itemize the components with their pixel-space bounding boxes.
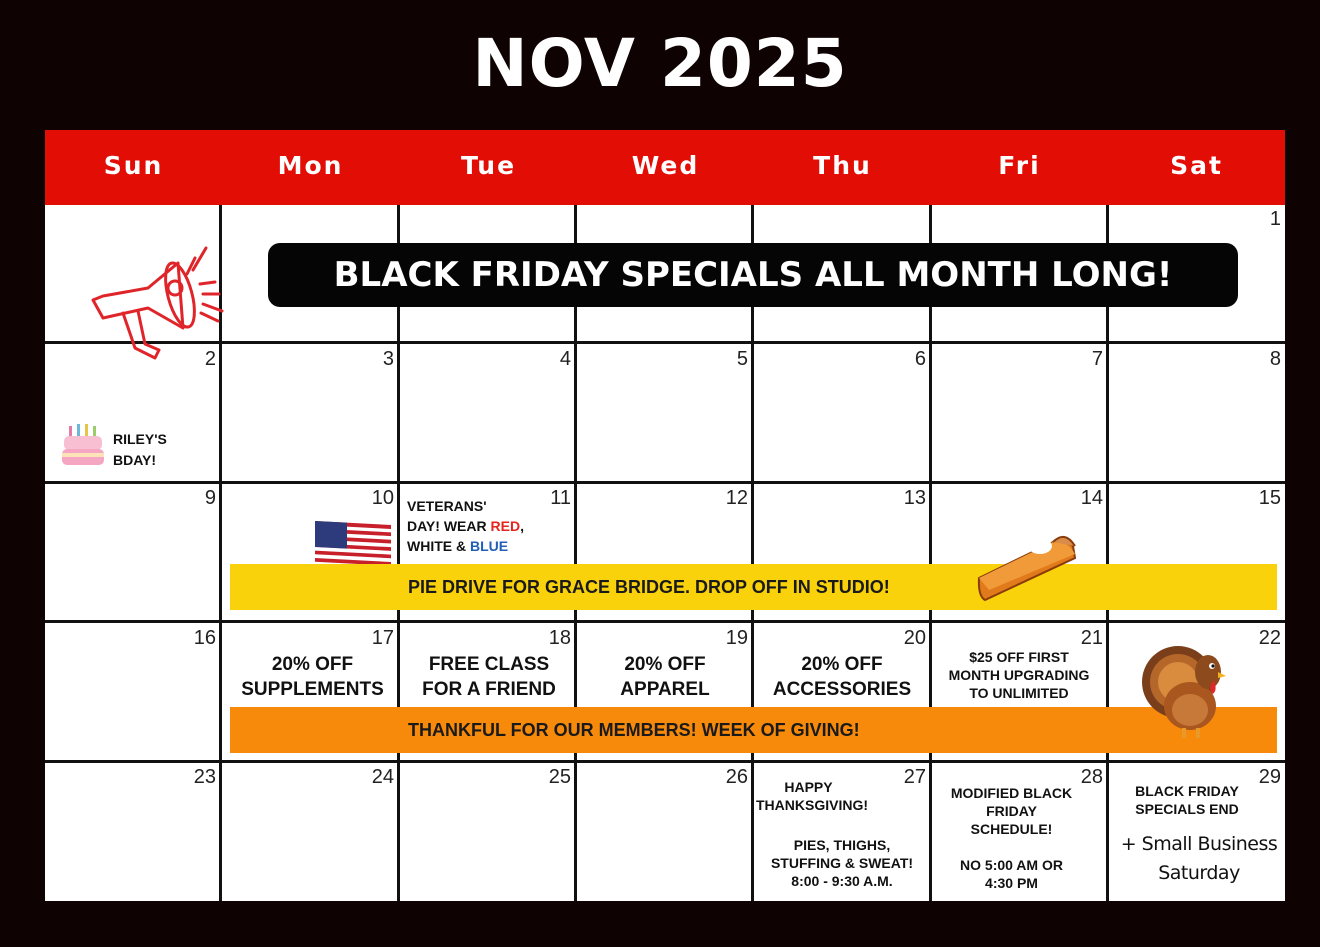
grid-line xyxy=(397,205,400,901)
day-number: 2 xyxy=(204,348,216,370)
weekday-fri: Fri xyxy=(998,151,1041,180)
event-line: SPECIALS END xyxy=(1135,801,1239,817)
event-line: 20% OFF xyxy=(801,654,883,675)
event-riley-bday xyxy=(113,429,167,471)
day-number: 3 xyxy=(382,348,394,370)
event-line: SUPPLEMENTS xyxy=(241,679,384,700)
week-of-giving-strip: THANKFUL FOR OUR MEMBERS! WEEK OF GIVING! xyxy=(230,707,1277,753)
event-line: 8:00 - 9:30 A.M. xyxy=(791,873,893,889)
event-line: THANKSGIVING! xyxy=(756,797,868,813)
day-number: 24 xyxy=(371,766,394,788)
day-number: 19 xyxy=(725,627,748,649)
event-small-business-saturday xyxy=(1115,830,1283,888)
event-black-friday-end xyxy=(1111,782,1263,818)
event-line: RILEY'S xyxy=(113,431,167,447)
pie-drive-strip: PIE DRIVE FOR GRACE BRIDGE. DROP OFF IN STUDIO! xyxy=(230,564,1277,610)
day-number: 28 xyxy=(1080,766,1103,788)
weekday-mon: Mon xyxy=(277,151,344,180)
day-number: 9 xyxy=(204,487,216,509)
day-number: 7 xyxy=(1091,348,1103,370)
event-line: HAPPY xyxy=(784,779,833,795)
grid-line xyxy=(45,620,1285,623)
weekday-wed: Wed xyxy=(631,151,700,180)
event-accessories xyxy=(756,652,928,702)
day-number: 13 xyxy=(903,487,926,509)
day-number: 17 xyxy=(371,627,394,649)
weekday-thu: Thu xyxy=(813,151,872,180)
event-upgrade-offer xyxy=(934,648,1104,702)
day-number: 26 xyxy=(725,766,748,788)
day-number: 15 xyxy=(1258,487,1281,509)
day-number: 29 xyxy=(1258,766,1281,788)
day-number: 22 xyxy=(1258,627,1281,649)
event-line: + Small Business xyxy=(1120,833,1278,855)
event-line: PIES, THIGHS, xyxy=(793,837,891,853)
day-number: 12 xyxy=(725,487,748,509)
weekday-tue: Tue xyxy=(460,151,517,180)
event-line: MONTH UPGRADING xyxy=(948,667,1090,683)
day-number: 25 xyxy=(548,766,571,788)
event-veterans-day xyxy=(407,496,524,556)
day-number: 21 xyxy=(1080,627,1103,649)
event-line: 20% OFF xyxy=(271,654,354,675)
day-number: 27 xyxy=(903,766,926,788)
event-line: $25 OFF FIRST xyxy=(969,649,1069,665)
day-number: 8 xyxy=(1269,348,1281,370)
event-line: APPAREL xyxy=(620,679,710,700)
event-line: 4:30 PM xyxy=(985,875,1038,891)
turkey-icon xyxy=(1138,636,1238,744)
day-number: 1 xyxy=(1269,208,1281,230)
birthday-cake-icon xyxy=(61,423,105,469)
calendar-grid xyxy=(45,130,1285,901)
weekday-sun: Sun xyxy=(103,151,164,180)
grid-line xyxy=(45,760,1285,763)
event-apparel xyxy=(579,652,751,702)
grid-line xyxy=(751,205,754,901)
event-line: BDAY! xyxy=(113,452,157,468)
weekday-sat: Sat xyxy=(1170,151,1223,180)
event-line: STUFFING & SWEAT! xyxy=(770,855,914,871)
event-line: NO 5:00 AM OR xyxy=(960,857,1063,873)
day-number: 23 xyxy=(193,766,216,788)
event-line: TO UNLIMITED xyxy=(969,685,1069,701)
calendar-title: NOV 2025 xyxy=(472,25,848,102)
event-line xyxy=(407,536,524,556)
event-line: VETERANS' xyxy=(407,498,487,514)
weekday-header xyxy=(45,130,1285,205)
day-number: 18 xyxy=(548,627,571,649)
grid-line xyxy=(1106,205,1109,901)
day-number: 16 xyxy=(193,627,216,649)
event-line: MODIFIED BLACK xyxy=(950,785,1073,801)
event-supplements xyxy=(225,652,400,702)
event-line: FOR A FRIEND xyxy=(422,679,556,700)
day-number: 14 xyxy=(1080,487,1103,509)
event-text: DAY! WEAR xyxy=(407,518,491,534)
event-free-class xyxy=(402,652,576,702)
day-number: 20 xyxy=(903,627,926,649)
event-line: ACCESSORIES xyxy=(772,679,912,700)
day-number: 5 xyxy=(736,348,748,370)
event-line: 20% OFF xyxy=(624,654,706,675)
megaphone-icon xyxy=(83,218,248,368)
grid-line xyxy=(574,205,577,901)
black-friday-banner: BLACK FRIDAY SPECIALS ALL MONTH LONG! xyxy=(268,243,1238,307)
event-modified-schedule xyxy=(934,784,1089,892)
event-line xyxy=(407,516,524,536)
event-line: FRIDAY xyxy=(986,803,1037,819)
event-text: , xyxy=(520,518,524,534)
event-text-blue: BLUE xyxy=(470,538,509,554)
event-text: WHITE & xyxy=(407,538,470,554)
pumpkin-pie-icon xyxy=(975,524,1080,606)
event-line: Saturday xyxy=(1158,862,1240,884)
day-number: 10 xyxy=(371,487,394,509)
day-number: 6 xyxy=(914,348,926,370)
event-thanksgiving xyxy=(756,778,936,890)
event-line: SCHEDULE! xyxy=(970,821,1053,837)
event-line: FREE CLASS xyxy=(428,654,550,675)
day-number: 11 xyxy=(550,487,571,509)
event-text-red: RED xyxy=(490,518,521,534)
day-number: 4 xyxy=(559,348,571,370)
event-line: BLACK FRIDAY xyxy=(1135,783,1239,799)
grid-line xyxy=(45,481,1285,484)
